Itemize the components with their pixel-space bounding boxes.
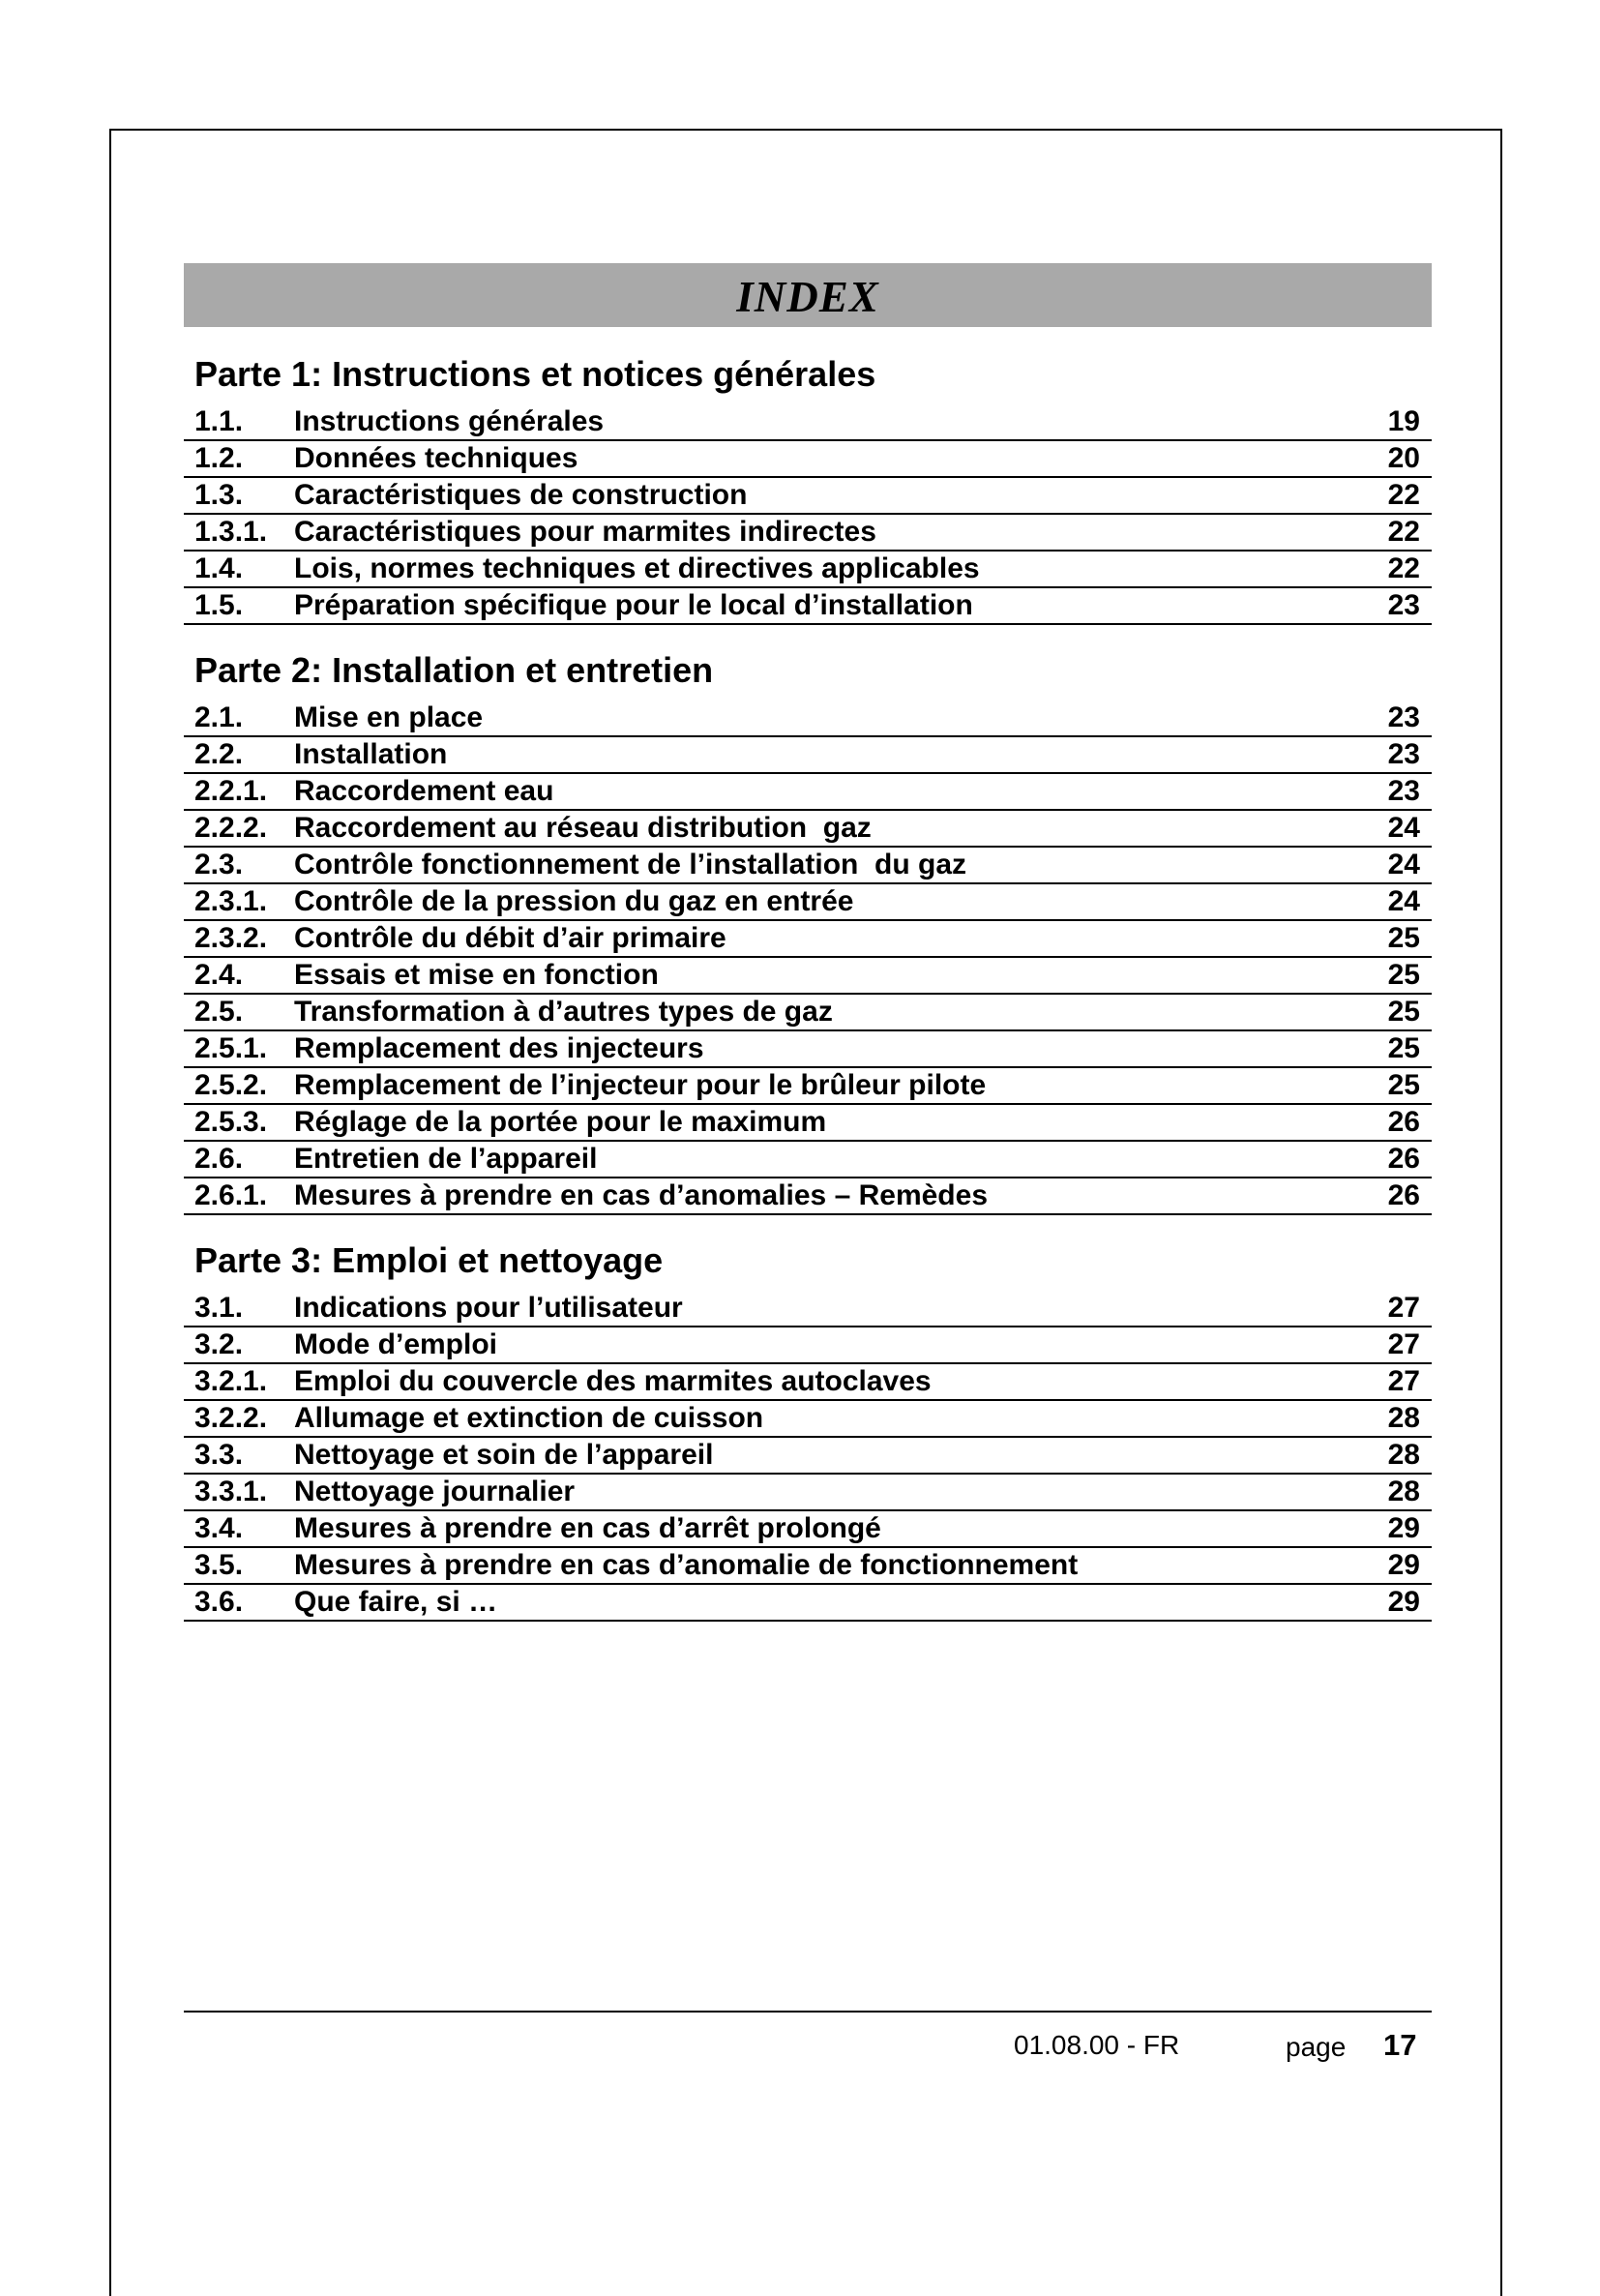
toc-entry-number: 1.3.1. [194,516,268,548]
toc-entry[interactable] [184,774,1432,811]
toc-entry-number: 3.1. [194,1292,244,1324]
toc-entry-number: 1.1. [194,405,244,437]
toc-entry-title: Installation [294,738,448,770]
toc-entry[interactable] [184,1438,1432,1475]
page-label: page [1286,2032,1347,2062]
toc-entry[interactable] [184,884,1432,921]
toc-entry-title: Contrôle du débit d’air primaire [294,922,726,954]
part-heading-1: Parte 1: Instructions et notices générales [194,354,876,394]
toc-entry-number: 3.2.2. [194,1402,268,1434]
toc-entry-page: 25 [1387,959,1420,991]
toc-entry-title: Emploi du couvercle des marmites autoclaves [294,1365,932,1397]
toc-entry[interactable] [184,588,1432,625]
page-number: 17 [1383,2028,1417,2062]
toc-entry-number: 2.3. [194,849,244,880]
toc-list-part-3 [184,1291,1432,1622]
toc-entry-page: 22 [1387,516,1420,548]
toc-entry-title: Raccordement eau [294,775,554,807]
toc-entry-page: 25 [1387,1032,1420,1064]
toc-entry-page: 25 [1387,922,1420,954]
toc-entry-title: Lois, normes techniques et directives applicables [294,552,980,584]
toc-entry-number: 1.5. [194,589,244,621]
toc-entry-page: 23 [1387,775,1420,807]
toc-entry-page: 20 [1387,442,1420,474]
toc-entry[interactable] [184,1178,1432,1215]
toc-entry-page: 19 [1387,405,1420,437]
toc-entry[interactable] [184,848,1432,884]
toc-entry-page: 24 [1387,849,1420,880]
toc-entry-title: Caractéristiques de construction [294,479,748,511]
toc-entry-number: 2.3.1. [194,885,268,917]
toc-entry-title: Entretien de l’appareil [294,1143,598,1175]
toc-entry-title: Mesures à prendre en cas d’anomalies – Remèdes [294,1179,988,1211]
toc-entry-title: Allumage et extinction de cuisson [294,1402,764,1434]
toc-entry-title: Instructions générales [294,405,605,437]
toc-entry-number: 1.3. [194,479,244,511]
toc-entry-title: Remplacement des injecteurs [294,1032,704,1064]
toc-entry[interactable] [184,552,1432,588]
toc-entry[interactable] [184,1105,1432,1142]
toc-entry-number: 2.6. [194,1143,244,1175]
toc-entry-page: 29 [1387,1549,1420,1581]
toc-entry-title: Mesures à prendre en cas d’anomalie de fonctionnement [294,1549,1079,1581]
page-footer [184,2028,1432,2067]
toc-entry-title: Préparation spécifique pour le local d’installation [294,589,973,621]
toc-entry[interactable] [184,1475,1432,1511]
toc-entry-page: 28 [1387,1402,1420,1434]
toc-entry-page: 23 [1387,701,1420,733]
toc-entry-page: 25 [1387,1069,1420,1101]
toc-list-part-1 [184,404,1432,625]
toc-entry[interactable] [184,1585,1432,1622]
toc-entry-page: 24 [1387,885,1420,917]
toc-entry-page: 26 [1387,1106,1420,1138]
toc-entry-title: Transformation à d’autres types de gaz [294,996,833,1028]
footer-divider [184,2011,1432,2013]
toc-entry[interactable] [184,921,1432,958]
toc-entry[interactable] [184,995,1432,1031]
toc-entry-number: 3.3.1. [194,1476,268,1507]
toc-entry[interactable] [184,811,1432,848]
toc-entry-page: 26 [1387,1143,1420,1175]
toc-entry-title: Données techniques [294,442,578,474]
toc-entry-number: 3.2. [194,1328,244,1360]
toc-entry-page: 28 [1387,1439,1420,1471]
toc-entry[interactable] [184,404,1432,441]
toc-entry-number: 2.6.1. [194,1179,268,1211]
toc-entry[interactable] [184,1511,1432,1548]
toc-entry-number: 2.5.2. [194,1069,268,1101]
toc-entry-number: 1.4. [194,552,244,584]
toc-entry[interactable] [184,1364,1432,1401]
toc-entry-page: 29 [1387,1512,1420,1544]
toc-entry-number: 2.2.1. [194,775,268,807]
toc-entry-page: 22 [1387,552,1420,584]
toc-entry[interactable] [184,1548,1432,1585]
toc-entry-number: 2.5. [194,996,244,1028]
toc-entry-number: 3.6. [194,1586,244,1618]
toc-entry-page: 25 [1387,996,1420,1028]
toc-entry-number: 2.2. [194,738,244,770]
toc-entry-number: 3.5. [194,1549,244,1581]
toc-entry[interactable] [184,1401,1432,1438]
toc-entry-title: Réglage de la portée pour le maximum [294,1106,827,1138]
toc-list-part-2 [184,701,1432,1215]
toc-entry-number: 3.3. [194,1439,244,1471]
toc-entry[interactable] [184,478,1432,515]
toc-entry-title: Mesures à prendre en cas d’arrêt prolongé [294,1512,881,1544]
toc-entry[interactable] [184,1031,1432,1068]
toc-entry-number: 2.3.2. [194,922,268,954]
toc-entry-title: Mise en place [294,701,484,733]
toc-entry-title: Remplacement de l’injecteur pour le brûleur pilote [294,1069,987,1101]
index-content [184,263,1432,1622]
toc-entry-page: 23 [1387,738,1420,770]
toc-entry-number: 2.5.3. [194,1106,268,1138]
document-code: 01.08.00 - FR [1014,2030,1180,2060]
toc-entry-title: Caractéristiques pour marmites indirectes [294,516,876,548]
toc-entry-page: 27 [1387,1292,1420,1324]
toc-entry-page: 23 [1387,589,1420,621]
toc-entry-page: 24 [1387,812,1420,844]
part-heading-3: Parte 3: Emploi et nettoyage [194,1240,664,1280]
toc-entry-number: 2.2.2. [194,812,268,844]
toc-entry-title: Mode d’emploi [294,1328,497,1360]
toc-entry-number: 3.4. [194,1512,244,1544]
part-heading-2: Parte 2: Installation et entretien [194,650,714,690]
toc-entry[interactable] [184,701,1432,737]
toc-entry-page: 26 [1387,1179,1420,1211]
index-title: INDEX [184,263,1432,327]
toc-entry-title: Que faire, si … [294,1586,498,1618]
toc-entry-title: Contrôle de la pression du gaz en entrée [294,885,854,917]
toc-entry-title: Nettoyage et soin de l’appareil [294,1439,714,1471]
toc-entry[interactable] [184,1068,1432,1105]
toc-entry-title: Essais et mise en fonction [294,959,659,991]
toc-entry[interactable] [184,1327,1432,1364]
toc-entry-title: Nettoyage journalier [294,1476,576,1507]
toc-entry-number: 3.2.1. [194,1365,268,1397]
toc-entry-page: 27 [1387,1365,1420,1397]
toc-entry-title: Contrôle fonctionnement de l’installation du gaz [294,849,967,880]
toc-entry[interactable] [184,1291,1432,1327]
toc-entry[interactable] [184,1142,1432,1178]
toc-entry-title: Indications pour l’utilisateur [294,1292,683,1324]
toc-entry-number: 2.5.1. [194,1032,268,1064]
toc-entry[interactable] [184,441,1432,478]
toc-entry[interactable] [184,515,1432,552]
toc-entry[interactable] [184,958,1432,995]
toc-entry[interactable] [184,737,1432,774]
toc-entry-title: Raccordement au réseau distribution gaz [294,812,872,844]
toc-entry-page: 28 [1387,1476,1420,1507]
toc-entry-page: 27 [1387,1328,1420,1360]
toc-entry-number: 2.4. [194,959,244,991]
toc-entry-page: 22 [1387,479,1420,511]
toc-entry-page: 29 [1387,1586,1420,1618]
toc-entry-number: 1.2. [194,442,244,474]
toc-parts [184,350,1432,1622]
toc-entry-number: 2.1. [194,701,244,733]
